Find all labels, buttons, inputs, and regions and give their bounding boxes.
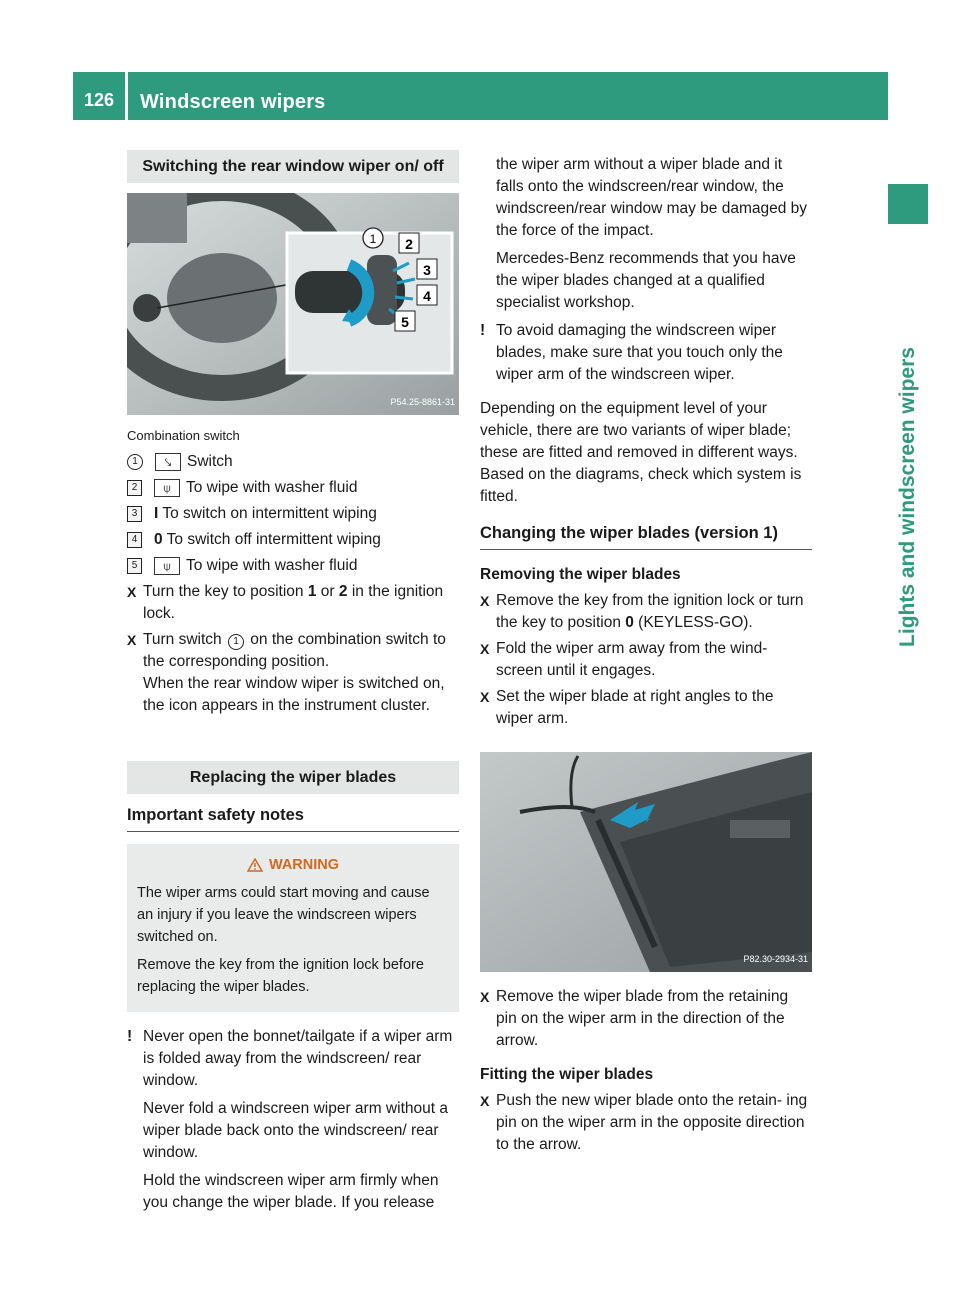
callout-4-label: 4	[423, 288, 431, 304]
washer-fluid-icon: ⍦	[154, 557, 180, 575]
step-text: Push the new wiper blade onto the retain- ing pin on the wiper arm in the opposite direction to the arrow.	[496, 1092, 808, 1153]
legend-number: 1	[127, 454, 143, 470]
step-text: on the combination switch to the corresponding position.	[143, 631, 446, 670]
callout-5-label: 5	[401, 314, 409, 330]
step-marker-icon: X	[480, 641, 490, 657]
section-title-replacing: Replacing the wiper blades	[127, 761, 459, 794]
note-text: Hold the windscreen wiper arm firmly when you change the wiper blade. If you release	[143, 1172, 439, 1211]
note-text: To avoid damaging the windscreen wiper blades, make sure that you touch only the wiper arm of the windscreen wiper.	[496, 322, 783, 383]
legend-item	[127, 555, 459, 577]
legend-text: To switch on intermittent wiping	[158, 505, 377, 522]
step-text: Turn switch	[143, 631, 226, 648]
warning-triangle-icon	[247, 858, 263, 872]
step-text: or	[316, 583, 339, 600]
step-text: Fold the wiper arm away from the wind- screen until it engages.	[496, 640, 768, 679]
warning-label: WARNING	[268, 857, 340, 873]
step-marker-icon: X	[480, 689, 490, 705]
side-tab-label: Lights and windscreen wipers	[896, 347, 919, 647]
body-text: Mercedes-Benz recommends that you have the wiper blades changed at a qualified specialist workshop.	[496, 250, 796, 311]
step-marker-icon: X	[127, 632, 137, 648]
warning-text: The wiper arms could start moving and cause an injury if you leave the windscreen wipers switched on.	[137, 885, 430, 945]
note-marker-icon: !	[480, 322, 486, 339]
step-text: Remove the key from the ignition lock or turn the key to position	[496, 592, 804, 631]
step-item	[480, 686, 812, 730]
legend-item	[127, 451, 459, 473]
step-bold: 1	[307, 583, 317, 600]
right-column	[480, 154, 812, 1160]
heading-removing: Removing the wiper blades	[480, 566, 681, 583]
figure-code: P82.30-2934-31	[743, 954, 808, 964]
step-item	[480, 638, 812, 682]
note-text: Never fold a windscreen wiper arm without a wiper blade back onto the windscreen/ rear window.	[143, 1100, 448, 1161]
step-item	[127, 581, 459, 625]
step-bold: 0	[625, 614, 634, 631]
figure-code: P54.25-8861-31	[390, 397, 455, 407]
subheading-safety: Important safety notes	[127, 804, 459, 832]
side-tab	[872, 232, 944, 762]
warning-box	[127, 844, 459, 1012]
callout-1-label: 1	[369, 232, 377, 246]
body-text: the wiper arm without a wiper blade and it falls onto the windscreen/rear window, the windscreen/rear window may be damaged by the force of the impact.	[496, 156, 808, 239]
note-item	[480, 320, 812, 392]
step-text: Set the wiper blade at right angles to the wiper arm.	[496, 688, 774, 727]
legend-text: To wipe with washer fluid	[186, 479, 358, 496]
legend-bold: 0	[154, 531, 163, 548]
warning-text: Remove the key from the ignition lock before replacing the wiper blades.	[137, 957, 424, 995]
switch-number: 1	[228, 634, 244, 650]
legend-text: To wipe with washer fluid	[186, 557, 358, 574]
figure-caption: Combination switch	[127, 428, 240, 443]
combination-switch-figure	[127, 193, 459, 415]
section-title-rear-wiper: Switching the rear window wiper on/ off	[127, 150, 459, 183]
legend-number: 2	[127, 480, 142, 496]
callout-3-label: 3	[423, 262, 431, 278]
step-marker-icon: X	[480, 593, 490, 609]
body-text: Depending on the equipment level of your vehicle, there are two variants of wiper blade; these are fitted and removed in different ways. Based on the diagrams, check which system is fitted.	[480, 400, 802, 505]
legend-item	[127, 477, 459, 499]
wiper-blade-figure	[480, 752, 812, 972]
rear-wiper-icon: ⤥	[155, 453, 181, 471]
wiper-blade-illustration	[480, 752, 812, 972]
step-marker-icon: X	[127, 584, 137, 600]
step-item	[480, 986, 812, 1052]
legend-number: 4	[127, 532, 142, 548]
step-item	[480, 590, 812, 634]
step-text: Remove the wiper blade from the retaining pin on the wiper arm in the direction of the arrow.	[496, 988, 789, 1049]
step-marker-icon: X	[480, 989, 490, 1005]
legend-list	[127, 451, 459, 577]
legend-text: Switch	[187, 453, 233, 470]
washer-fluid-icon: ⍦	[154, 479, 180, 497]
step-item	[480, 1090, 812, 1156]
note-marker-icon: !	[127, 1028, 133, 1045]
page-title: Windscreen wipers	[140, 91, 326, 113]
step-text: in the ignition lock.	[143, 583, 444, 622]
legend-number: 3	[127, 506, 142, 522]
callout-2-label: 2	[405, 236, 413, 252]
legend-text: To switch off intermittent wiping	[162, 531, 381, 548]
left-column	[127, 150, 459, 1226]
note-text: Never open the bonnet/tailgate if a wiper arm is folded away from the windscreen/ rear window.	[143, 1028, 453, 1089]
step-text: (KEYLESS-GO).	[633, 614, 753, 631]
legend-number: 5	[127, 558, 142, 574]
side-tab-marker	[888, 184, 928, 224]
combination-switch-illustration	[127, 193, 459, 415]
note-item	[127, 1026, 459, 1220]
legend-item	[127, 529, 459, 551]
legend-bold: I	[154, 505, 159, 522]
subheading-version-1: Changing the wiper blades (version 1)	[480, 522, 812, 550]
step-bold: 2	[338, 583, 348, 600]
page-number: 126	[83, 90, 115, 110]
heading-fitting: Fitting the wiper blades	[480, 1066, 654, 1083]
legend-item	[127, 503, 459, 525]
step-text: Turn the key to position	[143, 583, 308, 600]
step-text: When the rear window wiper is switched on, the icon appears in the instrument cluster.	[143, 675, 445, 714]
step-marker-icon: X	[480, 1093, 490, 1109]
step-item	[127, 629, 459, 717]
header-separator	[125, 72, 128, 120]
